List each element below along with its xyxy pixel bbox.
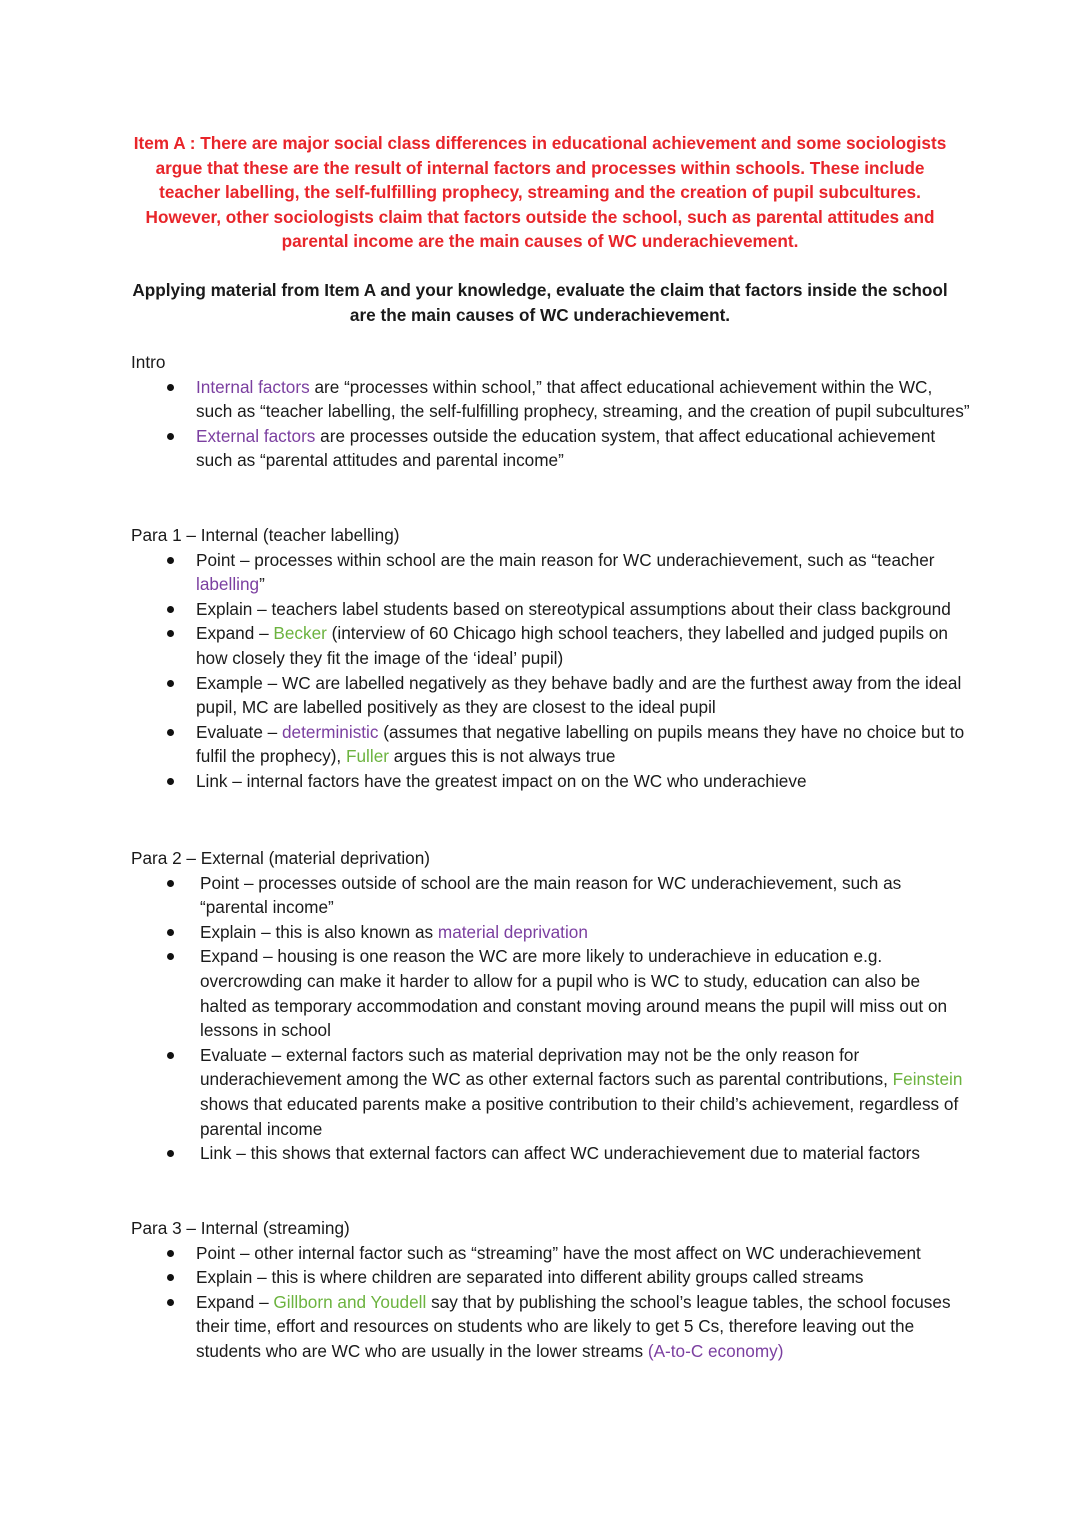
bullet-text: Explain – this is also known as <box>200 921 438 942</box>
list-item <box>131 1265 971 1290</box>
list-item <box>131 871 971 920</box>
para3-heading: Para 3 – Internal (streaming) <box>131 1218 350 1238</box>
intro-section <box>131 350 971 473</box>
bullet-text: (interview of 60 Chicago high school teachers, they labelled and judged pupils on how closely they fit the image of the ‘ideal’ pupil) <box>196 623 948 668</box>
bullet-text: Point – processes within school are the main reason for WC underachievement, such as “teacher <box>196 549 935 570</box>
list-item <box>131 1141 971 1166</box>
intro-heading: Intro <box>131 352 166 372</box>
list-item <box>131 597 971 622</box>
key-term: labelling <box>196 574 260 595</box>
bullet-icon <box>167 384 174 391</box>
key-term: (A-to-C economy) <box>647 1340 784 1361</box>
bullet-icon <box>167 680 174 687</box>
bullet-text: Point – processes outside of school are the main reason for WC underachievement, such as “parental income” <box>200 872 902 918</box>
list-item <box>131 375 971 424</box>
bullet-icon <box>167 606 174 613</box>
list-item <box>131 720 971 769</box>
bullet-icon <box>167 1250 174 1257</box>
bullet-icon <box>167 433 174 440</box>
intro-bullets <box>131 375 971 473</box>
bullet-text: Explain – teachers label students based on stereotypical assumptions about their class background <box>196 598 951 619</box>
bullet-icon <box>167 953 174 960</box>
bullet-text: (assumes that negative labelling on pupils means they have no choice but to fulfil the prophecy), <box>196 721 965 767</box>
bullet-icon <box>167 880 174 887</box>
bullet-text: are processes outside the education system, that affect educational achievement such as “parental attitudes and parental income” <box>196 425 936 471</box>
bullet-text: Evaluate – <box>196 721 282 742</box>
list-item <box>131 621 971 670</box>
key-term: deterministic <box>282 721 379 742</box>
bullet-icon <box>167 778 174 785</box>
item-a-source-text: Item A : There are major social class differences in educational achievement and some sociologists argue that these are the result of internal factors and processes within schools. These include teacher labelling, the self-fulfilling prophecy, streaming and the creation of pupil subcultures. However, other sociologists claim that factors outside the school, such as parental attitudes and parental income are the main causes of WC underachievement. <box>133 133 947 252</box>
bullet-icon <box>167 630 174 637</box>
bullet-icon <box>167 1299 174 1306</box>
list-item <box>131 1043 971 1141</box>
bullet-text: Explain – this is where children are separated into different ability groups called streams <box>196 1267 864 1288</box>
bullet-text: ” <box>259 574 265 595</box>
para3-section <box>131 1216 971 1364</box>
bullet-text: Example – WC are labelled negatively as they behave badly and are the furthest away from the ideal pupil, MC are labelled positively as they are closest to the ideal pupil <box>196 672 962 718</box>
sociologist-name: Fuller <box>346 746 389 767</box>
list-item <box>131 769 971 794</box>
list-item <box>131 944 971 1042</box>
para2-bullets <box>131 871 971 1166</box>
bullet-text: Expand – <box>196 1291 274 1312</box>
bullet-icon <box>167 557 174 564</box>
list-item <box>131 424 971 473</box>
bullet-text: Expand – <box>196 623 274 644</box>
list-item <box>131 1290 971 1364</box>
bullet-icon <box>167 929 174 936</box>
list-item <box>131 920 971 945</box>
sociologist-name: Gillborn and Youdell <box>273 1291 427 1312</box>
bullet-text: Link – this shows that external factors can affect WC underachievement due to material factors <box>200 1143 921 1164</box>
bullet-text: say that by publishing the school’s league tables, the school focuses their time, effort and resources on students who are likely to get 5 Cs, therefore leaving out the students who are WC who are usually in the lower streams <box>196 1291 951 1361</box>
bullet-text: Point – other internal factor such as “streaming” have the most affect on WC underachievement <box>196 1242 921 1263</box>
sociologist-name: Feinstein <box>892 1069 963 1090</box>
bullet-icon <box>167 1150 174 1157</box>
key-term: Internal factors <box>196 376 310 397</box>
bullet-text: Expand – housing is one reason the WC are more likely to underachieve in education e.g. overcrowding can make it harder to allow for a pupil who is WC to study, education can also be halted as temporary accommodation and constant moving around means the pupil will miss out on lessons in school <box>200 946 948 1041</box>
list-item <box>131 548 971 597</box>
bullet-icon <box>167 1052 174 1059</box>
bullet-text: shows that educated parents make a positive contribution to their child’s achievement, regardless of parental income <box>200 1093 959 1139</box>
bullet-text: Evaluate – external factors such as material deprivation may not be the only reason for underachievement among the WC as other external factors such as parental contributions, <box>200 1044 893 1090</box>
key-term: material deprivation <box>437 921 588 942</box>
essay-question: Applying material from Item A and your knowledge, evaluate the claim that factors inside the school are the main causes of WC underachievement. <box>132 280 948 325</box>
sociologist-name: Becker <box>273 623 327 644</box>
bullet-text: Link – internal factors have the greatest impact on on the WC who underachieve <box>196 770 807 791</box>
para2-heading: Para 2 – External (material deprivation) <box>131 848 431 868</box>
list-item <box>131 671 971 720</box>
bullet-text: argues this is not always true <box>388 746 616 767</box>
key-term: External factors <box>196 425 316 446</box>
para2-section <box>131 846 971 1166</box>
list-item <box>131 1241 971 1266</box>
para1-section <box>131 523 971 794</box>
bullet-text: are “processes within school,” that affect educational achievement within the WC, such as “teacher labelling, the self-fulfilling prophecy, streaming, and the creation of pupil subcultures” <box>196 376 970 422</box>
para1-bullets <box>131 548 971 794</box>
para1-heading: Para 1 – Internal (teacher labelling) <box>131 525 400 545</box>
bullet-icon <box>167 729 174 736</box>
para3-bullets <box>131 1241 971 1364</box>
bullet-icon <box>167 1274 174 1281</box>
